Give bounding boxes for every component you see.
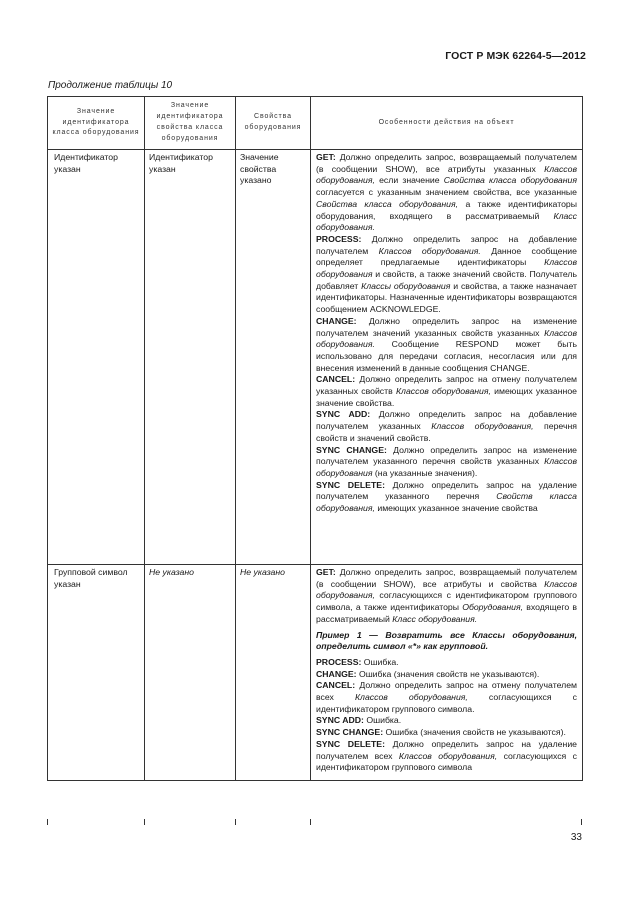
paragraph-text: (на указанные значения). (372, 467, 478, 478)
action-paragraph (316, 739, 577, 774)
paragraph-text: а также идентификаторы оборудования, входящего в рассматриваемый (316, 198, 577, 221)
message-keyword: CANCEL: (316, 680, 356, 691)
action-paragraph (316, 567, 577, 626)
paragraph-text: Должно определить запрос на удаление получателем указанного перечня (316, 479, 578, 502)
term-text: Свойств класса оборудования, (316, 491, 577, 514)
paragraph-text: Ошибка. (361, 656, 399, 667)
paragraph-text: согласуется с указанным значением свойства, все указанные (316, 187, 577, 198)
action-paragraph (316, 657, 577, 669)
message-keyword: SYNC DELETE: (316, 479, 385, 490)
action-paragraph (316, 630, 577, 653)
paragraph-text: согласующихся с идентификатором группового символа. (316, 692, 577, 714)
paragraph-text: Должно определить запрос, возвращаемый получателем (в сообщении SHOW), все атрибуты и свойства (316, 567, 577, 589)
paragraph-text: Должно определить запрос на добавление получателем указанных (316, 409, 577, 432)
term-text: Классов оборудования, (395, 386, 491, 397)
paragraph-text: имеющих указанное значение свойства. (316, 386, 577, 408)
message-keyword: SYNC DELETE: (316, 738, 385, 749)
cell-action-features (311, 150, 583, 565)
cell-property-value: Значение свойства указано (236, 150, 311, 565)
term-text: Классов оборудования. (316, 327, 577, 350)
paragraph-text: Ошибка (значения свойств не указываются). (383, 727, 566, 738)
col-header-class-id: Значение идентификатора класса оборудования (48, 97, 145, 150)
term-text: Классов оборудования. (378, 245, 481, 256)
action-paragraph (316, 374, 577, 409)
message-keyword: SYNC CHANGE: (316, 727, 384, 738)
paragraph-text: входящего в рассматриваемый (316, 602, 577, 624)
paragraph-text: Должно определить запрос на изменение получателем указанного перечня свойств указанных (316, 444, 578, 467)
col-header-action-features: Особенности действия на объект (311, 97, 583, 150)
paragraph-text: перечня свойств и значений свойств. (316, 421, 578, 443)
paragraph-text: Сообщение RESPOND может быть использовано для передачи согласия, несогласия или для внесения изменений в данные сообщения CHANGE. (316, 339, 577, 373)
paragraph-text: имеющих указанное значение свойства (374, 503, 538, 514)
term-text: Свойства класса оборудования, (316, 198, 459, 209)
cell-class-id: Идентификатор указан (48, 150, 145, 565)
cell-property-value (236, 565, 311, 781)
paragraph-text: и свойств, а также значений свойств. Получатель добавляет (316, 269, 577, 291)
equipment-class-table (47, 96, 583, 781)
message-keyword: SYNC ADD: (316, 715, 364, 726)
message-keyword: PROCESS: (316, 233, 362, 244)
page-number: 33 (570, 832, 582, 843)
table-row (48, 150, 583, 565)
message-keyword: PROCESS: (316, 656, 362, 667)
table-header-row (48, 97, 583, 150)
term-text: Свойства класса оборудования (443, 175, 577, 186)
paragraph-text: и свойства, а также назначает идентификаторы. Назначенные идентификаторы возвращаются сообщением ACKNOWLEDGE. (316, 280, 578, 315)
table-row (48, 565, 583, 781)
message-keyword: CANCEL: (316, 374, 356, 385)
paragraph-text: Должно определить запрос на добавление получателем (316, 233, 577, 256)
col-header-property-id: Значение идентификатора свойства класса оборудования (145, 97, 236, 150)
col-header-equipment-properties: Свойства оборудования (236, 97, 311, 150)
paragraph-text: согласующихся с идентификатором группового символа (316, 750, 578, 773)
term-text: Классов оборудования, (354, 692, 468, 703)
paragraph-text: Должно определить запрос, возвращаемый получателем (в сообщении SHOW), все атрибуты указанных (316, 152, 577, 174)
message-keyword: GET: (316, 152, 336, 162)
term-text: Классов оборудования, (398, 750, 498, 761)
paragraph-text: Пример 1 — Возвратить все Классы оборудования, определить символ «*» как групповой. (316, 629, 577, 652)
paragraph-text: Данное сообщение определяет предлагаемые идентификаторы (316, 245, 577, 268)
message-keyword: CHANGE: (316, 668, 357, 679)
message-keyword: SYNC ADD: (316, 409, 371, 420)
paragraph-text: Должно определить запрос на отмену получателем указанных свойств (316, 374, 577, 397)
term-text: Классов оборудования, (316, 578, 577, 601)
message-keyword: SYNC CHANGE: (316, 444, 387, 455)
term-text: Оборудования, (462, 602, 524, 613)
not-specified-text: Не указано (240, 567, 285, 577)
message-keyword: GET: (316, 567, 336, 577)
paragraph-text: Должно определить запрос на отмену получателем всех (316, 680, 577, 703)
paragraph-text: Ошибка (значения свойств не указываются). (356, 668, 540, 679)
cell-property-id (145, 565, 236, 781)
term-text: Класс оборудования. (316, 210, 577, 233)
action-paragraph (316, 680, 577, 715)
paragraph-text: если значение (374, 175, 444, 186)
action-paragraph (316, 715, 577, 727)
document-standard-id: ГОСТ Р МЭК 62264-5—2012 (445, 50, 586, 62)
action-paragraph (316, 152, 577, 234)
cell-property-id: Идентификатор указан (145, 150, 236, 565)
cell-class-id: Групповой символ указан (48, 565, 145, 781)
cell-action-features (311, 565, 583, 781)
paragraph-text: Должно определить запрос на изменение получателем значений указанных свойств указанных (316, 315, 577, 338)
action-paragraph (316, 316, 577, 375)
action-paragraph (316, 480, 577, 515)
paragraph-text: Должно определить запрос на удаление получателем всех (316, 738, 578, 761)
paragraph-text: Ошибка. (363, 715, 402, 726)
term-text: Классы оборудования (361, 280, 451, 291)
term-text: Классов оборудования (316, 257, 577, 280)
message-keyword: CHANGE: (316, 315, 357, 326)
term-text: Классов оборудования, (316, 163, 577, 186)
action-paragraph (316, 669, 577, 681)
not-specified-text: Не указано (149, 567, 194, 577)
table-caption: Продолжение таблицы 10 (48, 80, 173, 91)
term-text: Классов оборудования (316, 456, 577, 478)
action-paragraph (316, 234, 577, 316)
term-text: Классов оборудования, (431, 421, 534, 432)
action-paragraph (316, 409, 577, 444)
action-paragraph (316, 727, 577, 739)
action-paragraph (316, 445, 577, 480)
term-text: Класс оборудования. (392, 613, 478, 624)
paragraph-text: согласующихся с идентификатором группового символа, а также идентификаторы (316, 590, 577, 613)
